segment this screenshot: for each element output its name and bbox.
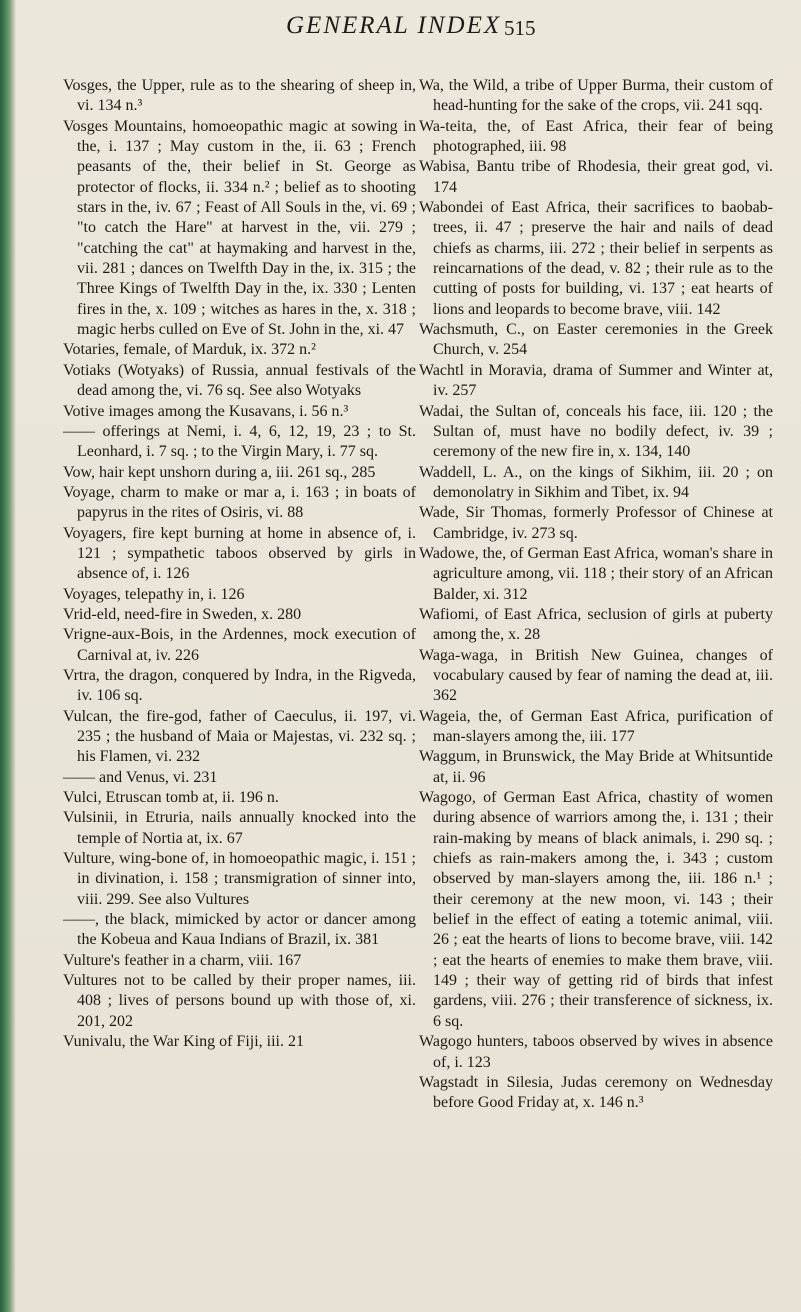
index-entry: Vulture's feather in a charm, viii. 167	[63, 951, 302, 969]
index-entry: Wachsmuth, C., on Easter ceremonies in the Greek Church, v. 254	[419, 321, 773, 359]
index-entry: Wa-teita, the, of East Africa, their fear of being photographed, iii. 98	[419, 117, 773, 156]
index-entry: Waggum, in Brunswick, the May Bride at Whitsuntide at, ii. 96	[419, 748, 773, 786]
index-entry: Vulsinii, in Etruria, nails annually knocked into the temple of Nortia at, ix. 67	[63, 809, 416, 847]
running-title: GENERAL INDEX	[286, 12, 502, 39]
index-entry: Vulture, wing-bone of, in homoeopathic magic, i. 151 ; in divination, i. 158 ; transmigration of sinner into, viii. 299. See also Vultures	[63, 850, 416, 908]
index-entry: Vulcan, the fire-god, father of Caeculus, ii. 197, vi. 235 ; the husband of Maia or Majestas, vi. 232 sq. ; his Flamen, vi. 232	[63, 707, 416, 766]
index-entry: Vrtra, the dragon, conquered by Indra, in the Rigveda, iv. 106 sq.	[63, 666, 416, 705]
index-entry: Vosges, the Upper, rule as to the shearing of sheep in, vi. 134 n.³	[63, 77, 416, 115]
index-entry: Wagstadt in Silesia, Judas ceremony on Wednesday before Good Friday at, x. 146 n.³	[419, 1073, 773, 1112]
index-entry: Wachtl in Moravia, drama of Summer and Winter at, iv. 257	[419, 361, 773, 400]
index-entry: Wagogo, of German East Africa, chastity of women during absence of warriors among the, i. 131 ; their rain-making by means of black animals, i. 290 sq. ; chiefs as rain-makers among the, i. 343 ; custom observed by man-slayers among the, iii. 186 n.¹ ; their ceremony at the new moon, vi. 143 ; their belief in the effect of eating a totemic animal, viii. 26 ; eat the hearts of lions to become brave, viii. 142 ; eat the hearts of enemies to make them brave, viii. 149 ; their way of getting rid of birds that infest gardens, viii. 276 ; their transference of sickness, ix. 6 sq.	[419, 789, 773, 1030]
index-entry: Waddell, L. A., on the kings of Sikhim, iii. 20 ; on demonolatry in Sikhim and Tibet, ix. 94	[419, 463, 773, 501]
index-entry: ——, the black, mimicked by actor or dancer among the Kobeua and Kaua Indians of Brazil, ix. 381	[63, 911, 416, 949]
index-entry: Wadai, the Sultan of, conceals his face, iii. 120 ; the Sultan of, must have no bodily defect, iv. 39 ; ceremony of the new fire in, x. 134, 140	[419, 402, 773, 461]
index-column-right	[419, 76, 773, 1114]
index-entry: Vow, hair kept unshorn during a, iii. 261 sq., 285	[63, 463, 376, 481]
index-entry: —— offerings at Nemi, i. 4, 6, 12, 19, 23 ; to St. Leonhard, i. 7 sq. ; to the Virgin Mary, i. 77 sq.	[63, 422, 416, 461]
index-entry: Votiaks (Wotyaks) of Russia, annual festivals of the dead among the, vi. 76 sq. See also Wotyaks	[63, 361, 416, 400]
page-number: 515	[504, 16, 536, 40]
index-entry: Wadowe, the, of German East Africa, woman's share in agriculture among, vii. 118 ; their story of an African Balder, xi. 312	[419, 544, 773, 603]
book-binding-edge	[0, 0, 16, 1312]
index-entry: Vulci, Etruscan tomb at, ii. 196 n.	[63, 789, 279, 807]
index-entry: Wageia, the, of German East Africa, purification of man-slayers among the, iii. 177	[419, 707, 773, 745]
index-entry: Vrid-eld, need-fire in Sweden, x. 280	[63, 605, 302, 623]
index-entry: Wabondei of East Africa, their sacrifices to baobab-trees, ii. 47 ; preserve the hair and nails of dead chiefs as charms, iii. 272 ; their belief in serpents as reincarnations of the dead, v. 82 ; their rule as to the cutting of posts for building, vi. 137 ; eat hearts of lions and leopards to become brave, viii. 142	[419, 199, 773, 318]
index-entry: Vosges Mountains, homoeopathic magic at sowing in the, i. 137 ; May custom in the, ii. 63 ; French peasants of the, their belief in St. George as protector of flocks, ii. 334 n.² ; belief as to shooting stars in the, iv. 67 ; Feast of All Souls in the, vi. 69 ; "to catch the Hare" at harvest in the, vii. 279 ; "catching the cat" at haymaking and harvest in the, vii. 281 ; dances on Twelfth Day in the, ix. 315 ; the Three Kings of Twelfth Day in the, ix. 330 ; Lenten fires in the, x. 109 ; witches as hares in the, x. 318 ; magic herbs culled on Eve of St. John in the, xi. 47	[63, 117, 416, 339]
index-column-left	[63, 76, 416, 1053]
index-entry: Voyage, charm to make or mar a, i. 163 ; in boats of papyrus in the rites of Osiris, vi. 88	[63, 483, 416, 522]
index-entry: Vultures not to be called by their proper names, iii. 408 ; lives of persons bound up with those of, xi. 201, 202	[63, 972, 416, 1030]
index-page	[16, 0, 801, 1312]
index-entry: Voyagers, fire kept burning at home in absence of, i. 121 ; sympathetic taboos observed by girls in absence of, i. 126	[63, 524, 416, 583]
index-entry: Wade, Sir Thomas, formerly Professor of Chinese at Cambridge, iv. 273 sq.	[419, 504, 773, 542]
index-entry: Wabisa, Bantu tribe of Rhodesia, their great god, vi. 174	[419, 158, 773, 196]
index-entry: Vunivalu, the War King of Fiji, iii. 21	[63, 1033, 304, 1051]
index-entry: Wa, the Wild, a tribe of Upper Burma, their custom of head-hunting for the sake of the crops, vii. 241 sqq.	[419, 77, 773, 115]
index-entry: Voyages, telepathy in, i. 126	[63, 585, 245, 603]
page-header	[16, 12, 801, 52]
index-entry: Vrigne-aux-Bois, in the Ardennes, mock execution of Carnival at, iv. 226	[63, 626, 416, 664]
index-entry: Waga-waga, in British New Guinea, changes of vocabulary caused by fear of naming the dead at, iii. 362	[419, 646, 773, 705]
index-entry: Votaries, female, of Marduk, ix. 372 n.²	[63, 341, 316, 359]
index-entry: Wafiomi, of East Africa, seclusion of girls at puberty among the, x. 28	[419, 605, 773, 644]
index-entry: Votive images among the Kusavans, i. 56 n.³	[63, 402, 349, 420]
index-entry: Wagogo hunters, taboos observed by wives in absence of, i. 123	[419, 1033, 773, 1071]
index-entry: —— and Venus, vi. 231	[63, 768, 218, 786]
